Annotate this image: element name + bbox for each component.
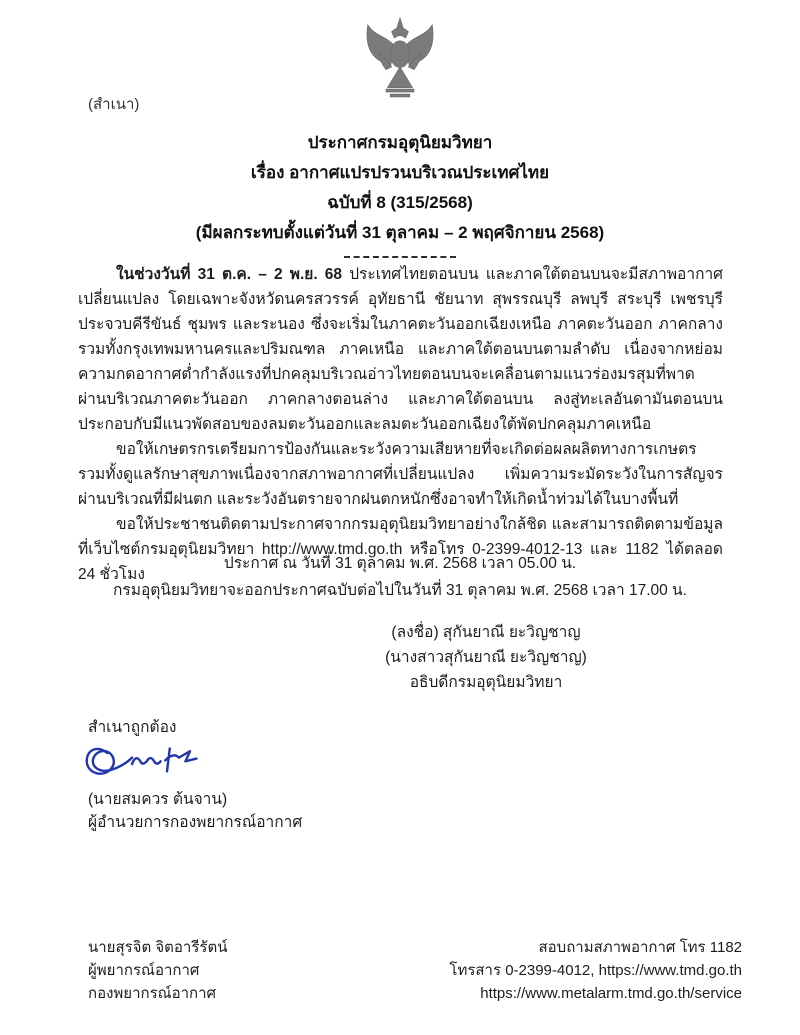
- signer-name: (นางสาวสุกันยาณี ยะวิญชาญ): [385, 649, 587, 666]
- paragraph-contact-info: ขอให้ประชาชนติดตามประกาศจากกรมอุตุนิยมวิทยาอย่างใกล้ชิด และสามารถติดตามข้อมูลที่เว็บไซต์กรมอุตุนิยมวิทยา http://www.tmd.go.th หรือโทร 0-2399-4012-13 และ 1182 ได้ตลอด 24 ชั่วโมง: [78, 516, 723, 583]
- paragraph-weather-situation: [78, 262, 723, 437]
- footer-contact-fax-website: โทรสาร 0-2399-4012, https://www.tmd.go.th: [449, 962, 742, 979]
- certifier-position: ผู้อำนวยการกองพยากรณ์อากาศ: [88, 814, 303, 831]
- body-text: [78, 262, 723, 587]
- issued-block: [0, 550, 800, 604]
- next-issue-line: กรมอุตุนิยมวิทยาจะออกประกาศฉบับต่อไปในวันที่ 31 ตุลาคม พ.ศ. 2568 เวลา 17.00 น.: [113, 582, 687, 599]
- signer-signed-line: (ลงชื่อ) สุกันยาณี ยะวิญชาญ: [391, 624, 581, 641]
- signer-block: [330, 620, 642, 695]
- title-block: [0, 128, 800, 258]
- separator-line: [344, 256, 456, 258]
- copy-label: (สำเนา): [88, 96, 140, 113]
- certification-block: [88, 716, 302, 834]
- footer-forecaster-block: [88, 936, 227, 1005]
- footer-forecaster-name: นายสุรจิต จิตอารีรัตน์: [88, 939, 228, 956]
- footer-forecaster-title: ผู้พยากรณ์อากาศ: [88, 962, 200, 979]
- announcement-subject: เรื่อง อากาศแปรปรวนบริเวณประเทศไทย: [250, 163, 550, 182]
- garuda-emblem: [358, 14, 442, 114]
- signer-position: อธิบดีกรมอุตุนิยมวิทยา: [409, 674, 563, 691]
- certifier-name: (นายสมควร ต้นจาน): [88, 791, 228, 808]
- copy-certified-label: สำเนาถูกต้อง: [88, 719, 177, 736]
- issued-date-line: ประกาศ ณ วันที่ 31 ตุลาคม พ.ศ. 2568 เวลา 05.00 น.: [223, 555, 577, 572]
- footer-contact-phone: สอบถามสภาพอากาศ โทร 1182: [538, 939, 742, 956]
- paragraph-date-range-lead: ในช่วงวันที่ 31 ต.ค. – 2 พ.ย. 68: [116, 266, 343, 283]
- announcement-title: ประกาศกรมอุตุนิยมวิทยา: [307, 133, 493, 152]
- certifier-signature-scribble: [74, 742, 214, 788]
- issue-number: ฉบับที่ 8 (315/2568): [327, 193, 473, 212]
- footer-division: กองพยากรณ์อากาศ: [88, 985, 217, 1002]
- footer-contact-block: [449, 936, 742, 1005]
- effective-period: (มีผลกระทบตั้งแต่วันที่ 31 ตุลาคม – 2 พฤศจิกายน 2568): [195, 223, 605, 242]
- paragraph-advisory: ขอให้เกษตรกรเตรียมการป้องกันและระวังความเสียหายที่จะเกิดต่อผลผลิตทางการเกษตร รวมทั้งดูแลรักษาสุขภาพเนื่องจากสภาพอากาศที่เปลี่ยนแปลง เพิ่มความระมัดระวังในการสัญจรผ่านบริเวณที่มีฝนตก และระวังอันตรายจากฝนตกหนักซึ่งอาจทำให้เกิดน้ำท่วมได้ในบางพื้นที่: [78, 441, 723, 508]
- footer: [88, 936, 742, 1005]
- paragraph-weather-situation-text: ประเทศไทยตอนบน และภาคใต้ตอนบนจะมีสภาพอากาศเปลี่ยนแปลง โดยเฉพาะจังหวัดนครสวรรค์ อุทัยธานี ชัยนาท สุพรรณบุรี ลพบุรี สระบุรี เพชรบุรี ประจวบคีรีขันธ์ ชุมพร และระนอง ซึ่งจะเริ่มในภาคตะวันออกเฉียงเหนือ ภาคตะวันออก ภาคกลาง รวมทั้งกรุงเทพมหานครและปริมณฑล ภาคเหนือ และภาคใต้ตอนบนตามลำดับ เนื่องจากหย่อมความกดอากาศต่ำกำลังแรงที่ปกคลุมบริเวณอ่าวไทยตอนบนจะเคลื่อนตามแนวร่องมรสุมที่พาดผ่านบริเวณภาคตะวันออก ภาคกลางตอนล่าง และภาคใต้ตอนบน ลงสู่ทะเลอันดามันตอนบน ประกอบกับมีแนวพัดสอบของลมตะวันออกและลมตะวันออกเฉียงใต้พัดปกคลุมภาคเหนือ: [78, 266, 723, 433]
- footer-contact-alert-url: https://www.metalarm.tmd.go.th/service: [480, 985, 742, 1002]
